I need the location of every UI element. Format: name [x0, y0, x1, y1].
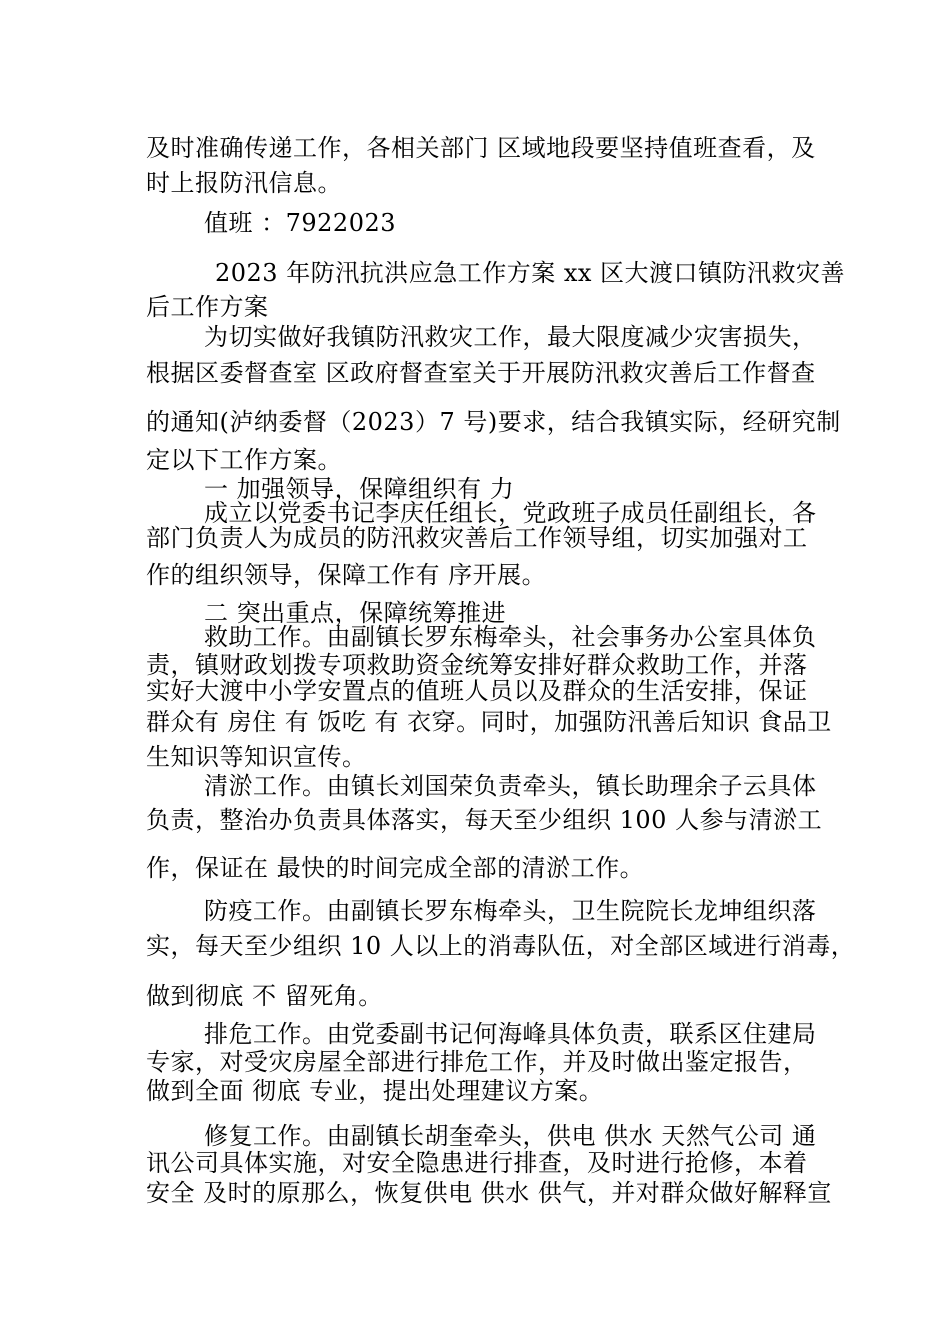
text-line: 清淤工作。由镇长刘国荣负责牵头，镇长助理余子云具体	[204, 772, 817, 800]
text-line: 安全 及时的原那么，恢复供电 供水 供气，并对群众做好解释宣	[146, 1179, 832, 1207]
text-line: 做到全面 彻底 专业，提出处理建议方案。	[146, 1077, 604, 1105]
text-line: 责，镇财政划拨专项救助资金统筹安排好群众救助工作，并落	[146, 651, 808, 679]
section-title-line: 后工作方案	[146, 293, 269, 321]
heading-line: 二 突出重点，保障统筹推进	[204, 599, 507, 627]
text-line: 做到彻底 不 留死角。	[146, 982, 383, 1010]
text-line: 防疫工作。由副镇长罗东梅牵头，卫生院院长龙坤组织落	[204, 897, 817, 925]
text-line: 根据区委督查室 区政府督查室关于开展防汛救灾善后工作督查	[146, 359, 816, 387]
text-line: 及时准确传递工作，各相关部门 区域地段要坚持值班查看，及	[146, 134, 816, 162]
text-line: 实，每天至少组织 10 人以上的消毒队伍，对全部区域进行消毒，	[146, 932, 856, 960]
section-title-line: 2023 年防汛抗洪应急工作方案 xx 区大渡口镇防汛救灾善	[215, 259, 846, 287]
text-line: 定以下工作方案。	[146, 446, 342, 474]
text-line: 作，保证在 最快的时间完成全部的清淤工作。	[146, 854, 645, 882]
text-line: 专家，对受灾房屋全部进行排危工作，并及时做出鉴定报告，	[146, 1048, 808, 1076]
text-line: 为切实做好我镇防汛救灾工作，最大限度减少灾害损失，	[204, 323, 817, 351]
text-line: 生知识等知识宣传。	[146, 743, 367, 771]
heading-line: 一 加强领导，保障组织有 力	[204, 475, 515, 503]
duty-phone-line: 值班 ：7922023	[204, 209, 397, 237]
text-line: 的通知(泸纳委督（2023）7 号)要求，结合我镇实际，经研究制	[146, 408, 841, 436]
text-line: 部门负责人为成员的防汛救灾善后工作领导组，切实加强对工	[146, 524, 808, 552]
text-line: 时上报防汛信息。	[146, 169, 342, 197]
text-line: 救助工作。由副镇长罗东梅牵头，社会事务办公室具体负	[204, 623, 817, 651]
text-line: 负责，整治办负责具体落实，每天至少组织 100 人参与清淤工	[146, 806, 823, 834]
text-line: 作的组织领导，保障工作有 序开展。	[146, 561, 547, 589]
text-line: 实好大渡中小学安置点的值班人员以及群众的生活安排，保证	[146, 677, 808, 705]
text-line: 排危工作。由党委副书记何海峰具体负责，联系区住建局	[204, 1020, 817, 1048]
text-line: 修复工作。由副镇长胡奎牵头，供电 供水 天然气公司 通	[204, 1122, 817, 1150]
text-line: 群众有 房住 有 饭吃 有 衣穿。同时，加强防汛善后知识 食品卫	[146, 708, 832, 736]
text-line: 成立以党委书记李庆任组长，党政班子成员任副组长，各	[204, 499, 817, 527]
text-line: 讯公司具体实施，对安全隐患进行排查，及时进行抢修，本着	[146, 1149, 808, 1177]
